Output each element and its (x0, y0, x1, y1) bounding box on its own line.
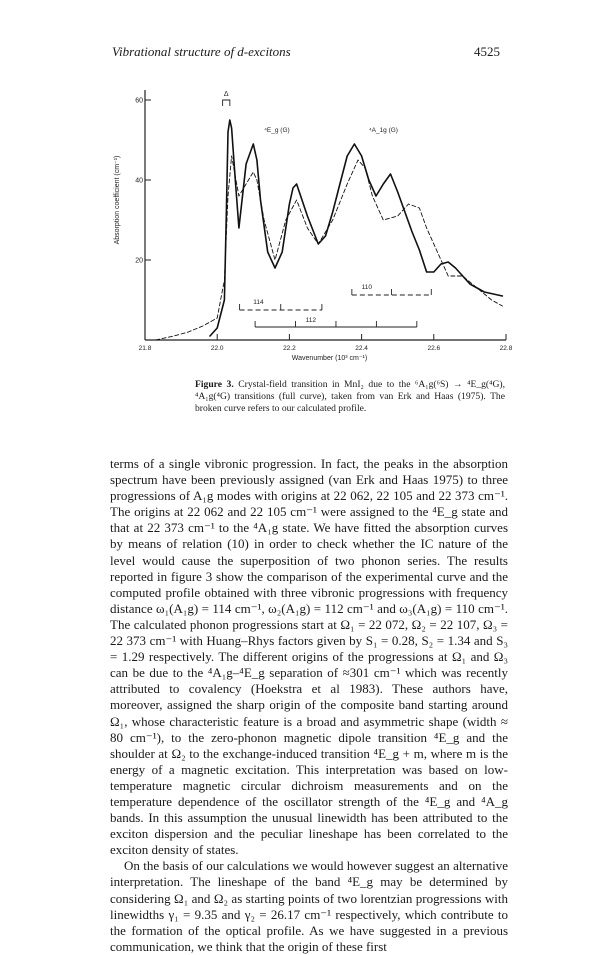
x-tick-label: 22.6 (427, 345, 441, 352)
delta-bracket (223, 100, 230, 106)
x-tick-label: 21.8 (138, 345, 152, 352)
paragraph-2: On the basis of our calculations we would however suggest an alternative interpretation. The lineshape of the band ⁴E_g may be determined by considering Ω₁ and Ω₂ as starting points of two lorentzian progressions with linewidths γ₁ = 9.35 and γ₂ = 26.17 cm⁻¹ respectively, which contribute to the formation of the optical profile. As we have suggested in a previous communication, we think that the origin of these first (110, 858, 508, 954)
a1g-state-label: ⁴A_1g (G) (368, 127, 398, 134)
calculated-curve (156, 156, 503, 340)
y-tick-label: 60 (135, 97, 143, 105)
x-tick-label: 22.2 (283, 345, 296, 352)
caption-text: Crystal-field transition in MnI₂ due to the ⁶A₁g(⁶S) → ⁴E_g(⁴G), ⁴A₁g(⁴G) transitions (full curve), taken from van Erk and Haas (1975). The broken curve refers to our calculated profile. (195, 379, 505, 415)
figure-caption (195, 379, 505, 416)
absorption-spectrum-figure (110, 78, 513, 378)
running-title: Vibrational structure of d-excitons (112, 44, 291, 59)
y-tick-label: 40 (135, 177, 143, 185)
x-tick-label: 22.8 (499, 345, 513, 352)
running-header (112, 44, 500, 62)
paragraph-1: terms of a single vibronic progression. In fact, the peaks in the absorption spectrum have been previously assigned (van Erk and Haas 1975) to three progressions of A₁g modes with origins at 22 062, 22 105 and 22 373 cm⁻¹. The origins at 22 062 and 22 105 cm⁻¹ were assigned to the ⁴E_g state and that at 22 373 cm⁻¹ to the ⁴A₁g state. We have fitted the absorption curves by means of relation (10) in order to check whether the IC nature of the level would cause the superposition of two phonon series. The results reported in figure 3 show the comparison of the experimental curve and the computed profile obtained with three vibronic progressions with frequency distance ω₁(A₁g) = 114 cm⁻¹, ω₂(A₁g) = 112 cm⁻¹ and ω₃(A₁g) = 110 cm⁻¹. The calculated phonon progressions start at Ω₁ = 22 072, Ω₂ = 22 107, Ω₃ = 22 373 cm⁻¹ with Huang–Rhys factors given by S₁ = 0.28, S₂ = 1.34 and S₃ = 1.29 respectively. The different origins of the progressions at Ω₁ and Ω₃ can be due to the ⁴A₁g–⁴E_g separation of ≈301 cm⁻¹ which was recently attributed to covalency (Hoekstra et al 1983). These authors have, moreover, assigned the sharp origin of the composite band starting around Ω₁, whose characteristic feature is a broad and asymmetric shape (width ≈ 80 cm⁻¹), to the zero-phonon magnetic dipole transition ⁴E_g and the shoulder at Ω₂ to the exchange-induced transition ⁴E_g + m, where m is the energy of a magnetic excitation. This interpretation was based on low-temperature magnetic circular dichroism measurements and on the temperature dependence of the oscillator strength of the ⁴E_g and ⁴A_g bands. In this assumption the unusual linewidth has been attributed to the exciton dispersion and the peculiar lineshape has been correlated to the exciton density of states. (110, 456, 508, 858)
x-axis-label: Wavenumber (10³ cm⁻¹) (291, 355, 368, 362)
chart-annotations (223, 91, 432, 327)
delta-label: Δ (223, 91, 229, 98)
y-axis-label: Absorption coefficient (cm⁻¹) (114, 155, 121, 245)
caption-label: Figure 3. (195, 379, 234, 390)
progression-114 (240, 304, 322, 310)
progression-112 (255, 321, 417, 327)
progression-114-label: 114 (253, 299, 264, 306)
y-tick-label: 20 (135, 257, 143, 265)
body-text (110, 456, 508, 955)
x-tick-label: 22.0 (210, 345, 224, 352)
progression-110-label: 110 (361, 284, 372, 291)
progression-112-label: 112 (305, 317, 317, 324)
chart-series (156, 120, 503, 340)
eg-state-label: ⁴E_g (G) (264, 127, 290, 134)
page-number: 4525 (474, 44, 500, 59)
x-tick-label: 22.4 (355, 345, 368, 352)
